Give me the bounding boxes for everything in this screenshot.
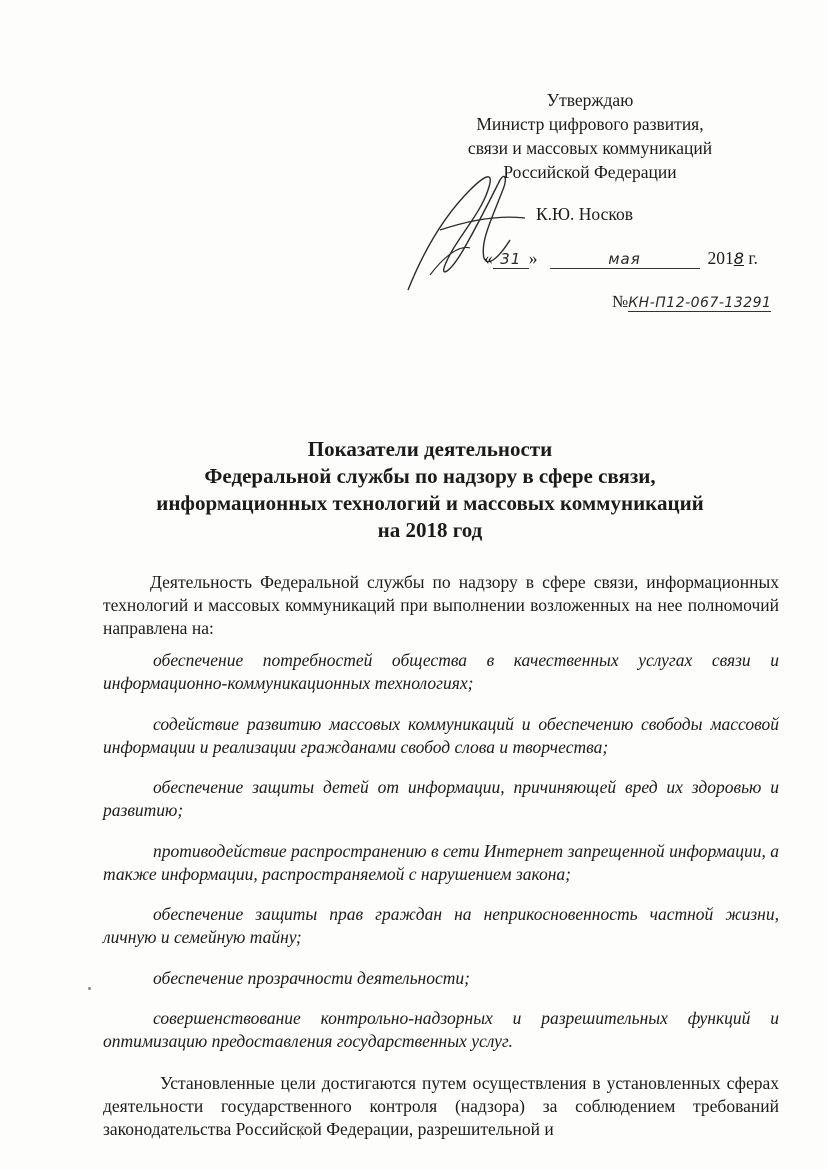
date-month: мая: [550, 250, 700, 269]
date-year-prefix: 201: [707, 248, 734, 268]
approval-date: [484, 248, 758, 269]
number-sign: №: [612, 292, 629, 311]
date-year-digit: 8: [733, 249, 744, 268]
list-item: содействие развитию массовых коммуникаций и обеспечению свободы массовой информации и реализации гражданами свобод слова и творчества;: [103, 713, 779, 757]
title-line-1: Показатели деятельности: [307, 437, 553, 461]
scan-mark: [300, 1128, 311, 1139]
list-item: обеспечение защиты прав граждан на неприкосновенность частной жизни, личную и семейную тайну;: [103, 904, 779, 947]
list-item: противодействие распространению в сети Интернет запрещенной информации, а также информации, распространяемой с нарушением закона;: [103, 840, 779, 884]
scan-speck: [88, 987, 91, 990]
date-close-quote: »: [528, 248, 538, 268]
approval-position-line1: Министр цифрового развития,: [476, 114, 704, 134]
signer-name: К.Ю. Носков: [536, 204, 634, 224]
approval-position-line3: Российской Федерации: [503, 162, 677, 182]
date-open-quote: «: [484, 248, 493, 268]
goals-paragraph: Установленные цели достигаются путем осуществления в установленных сферах деятельности государственного контроля (надзора) за соблюдением требований законодательства Российской Федерации, разрешительной и: [103, 1073, 779, 1139]
registration-number-value: КН-П12-067-13291: [628, 295, 772, 311]
intro-paragraph: Деятельность Федеральной службы по надзору в сфере связи, информационных технологий и массовых коммуникаций при выполнении возложенных на нее полномочий направлена на:: [103, 572, 779, 638]
list-item: обеспечение потребностей общества в качественных услугах связи и информационно-коммуникационных технологиях;: [103, 650, 779, 693]
approval-position-line2: связи и массовых коммуникаций: [467, 138, 713, 158]
handwritten-signature: [400, 160, 530, 300]
title-line-4: на 2018 год: [377, 518, 483, 542]
registration-number: [612, 292, 771, 312]
date-year-suffix: г.: [743, 248, 758, 268]
document-body: [103, 571, 779, 1141]
approval-heading: Утверждаю: [546, 90, 634, 110]
title-line-2: Федеральной службы по надзору в сфере связи,: [204, 464, 656, 488]
list-item: обеспечение прозрачности деятельности;: [153, 967, 470, 988]
date-day: 31: [493, 250, 529, 269]
list-item: совершенствование контрольно-надзорных и разрешительных функций и оптимизацию предоставления государственных услуг.: [103, 1008, 779, 1051]
list-item: обеспечение защиты детей от информации, причиняющей вред их здоровью и развитию;: [103, 777, 779, 820]
title-line-3: информационных технологий и массовых коммуникаций: [156, 491, 704, 515]
document-title: [80, 436, 780, 544]
